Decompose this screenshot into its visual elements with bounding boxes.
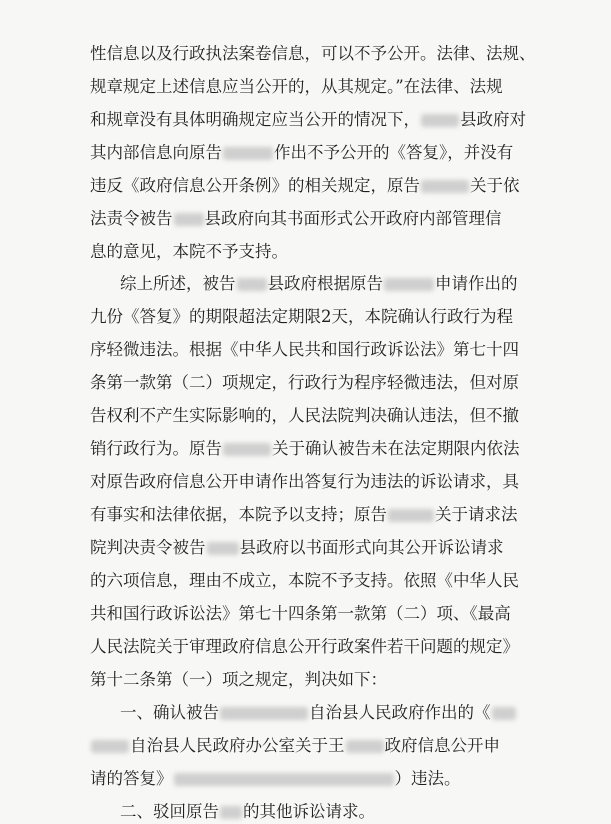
text-segment: 共和国行政诉讼法》第七十四条第一款第（二）项、《最高 [90, 604, 511, 623]
text-segment: 一、确认被告 [120, 703, 219, 722]
text-segment: 法责令被告 [90, 209, 173, 228]
text-segment: 关于请求法 [435, 505, 518, 524]
redaction-blur [174, 213, 204, 226]
text-segment: 和规章没有具体明确规定应当公开的情况下， [90, 110, 420, 129]
text-segment: 销行政行为。原告 [90, 439, 222, 458]
redaction-blur [91, 740, 129, 753]
text-line [90, 372, 530, 394]
text-line [120, 801, 530, 823]
text-line [90, 570, 530, 592]
text-segment: 关于依 [470, 176, 520, 195]
text-line [90, 306, 530, 328]
text-segment: 条第一款第（二）项规定，行政行为程序轻微违法，但对原 [90, 373, 519, 392]
text-line [90, 603, 530, 625]
text-segment: 息的意见，本院不予支持。 [90, 242, 288, 261]
text-line [90, 537, 530, 559]
text-line [120, 702, 530, 724]
text-segment: 的六项信息，理由不成立，本院不予支持。依照《中华人民 [90, 571, 519, 590]
redaction-blur [388, 509, 434, 522]
text-segment: 关于确认被告未在法定期限内依法 [272, 439, 520, 458]
text-segment: 规章规定上述信息应当公开的，从其规定。”在法律、法规 [90, 77, 503, 96]
text-segment: 序轻微违法。根据《中华人民共和国行政诉讼法》第七十四 [90, 340, 519, 359]
redaction-blur [207, 542, 239, 555]
text-line [90, 636, 530, 658]
text-line [90, 504, 530, 526]
text-segment: 第十二条第（一）项之规定，判决如下： [90, 670, 387, 689]
redaction-blur [492, 707, 516, 720]
redaction-blur [220, 707, 308, 720]
redaction-blur [346, 740, 384, 753]
text-segment: 对原告政府信息公开申请作出答复行为违法的诉讼请求，具 [90, 472, 519, 491]
text-segment: 政府信息公开申 [384, 736, 500, 755]
text-line [90, 43, 536, 65]
text-segment: 县政府向其书面形式公开政府内部管理信 [204, 209, 502, 228]
redaction-blur [237, 278, 267, 291]
text-segment: 违反《政府信息公开条例》的相关规定，原告 [90, 176, 420, 195]
text-segment: 县政府对 [460, 110, 526, 129]
text-segment: 有事实和法律依据，本院予以支持；原告 [90, 505, 387, 524]
text-line [90, 142, 530, 164]
text-segment: 县政府根据原告 [267, 274, 383, 293]
text-segment: 人民法院关于审理政府信息公开行政案件若干问题的规定》 [90, 637, 519, 656]
text-line [90, 669, 530, 691]
text-line [90, 175, 530, 197]
text-line [90, 208, 530, 230]
text-line [90, 735, 530, 757]
text-line [90, 241, 530, 263]
text-line [90, 339, 530, 361]
text-segment: 院判决责令被告 [90, 538, 206, 557]
redaction-blur [421, 114, 459, 127]
text-segment: 其内部信息向原告 [90, 143, 222, 162]
text-line [90, 438, 530, 460]
text-line [90, 76, 530, 98]
text-segment: 自治县人民政府作出的《 [309, 703, 491, 722]
text-segment: 请的答复》 [90, 769, 173, 788]
redaction-blur [174, 773, 394, 786]
text-segment: 自治县人民政府办公室关于王 [130, 736, 345, 755]
text-line [90, 768, 530, 790]
text-segment: 二、驳回原告 [120, 802, 219, 821]
redaction-blur [220, 806, 242, 819]
redaction-blur [223, 443, 271, 456]
text-line [90, 471, 530, 493]
text-segment: 县政府以书面形式向其公开诉讼请求 [239, 538, 504, 557]
text-segment: 的其他诉讼请求。 [243, 802, 375, 821]
text-segment: ）违法。 [394, 769, 461, 788]
redaction-blur [384, 278, 434, 291]
text-segment: 作出不予公开的《答复》，并没有 [274, 143, 514, 162]
text-segment: 性信息以及行政执法案卷信息，可以不予公开。法律、法规、 [90, 44, 536, 63]
redaction-blur [223, 147, 273, 160]
text-segment: 申请作出的 [435, 274, 518, 293]
text-line [120, 273, 530, 295]
text-segment: 九份《答复》的期限超法定期限2天，本院确认行政行为程 [90, 307, 513, 326]
text-segment: 综上所述，被告 [120, 274, 236, 293]
redaction-blur [421, 180, 469, 193]
text-line [90, 405, 530, 427]
text-line [90, 109, 530, 131]
text-segment: 告权利不产生实际影响的，人民法院判决确认违法，但不撤 [90, 406, 519, 425]
